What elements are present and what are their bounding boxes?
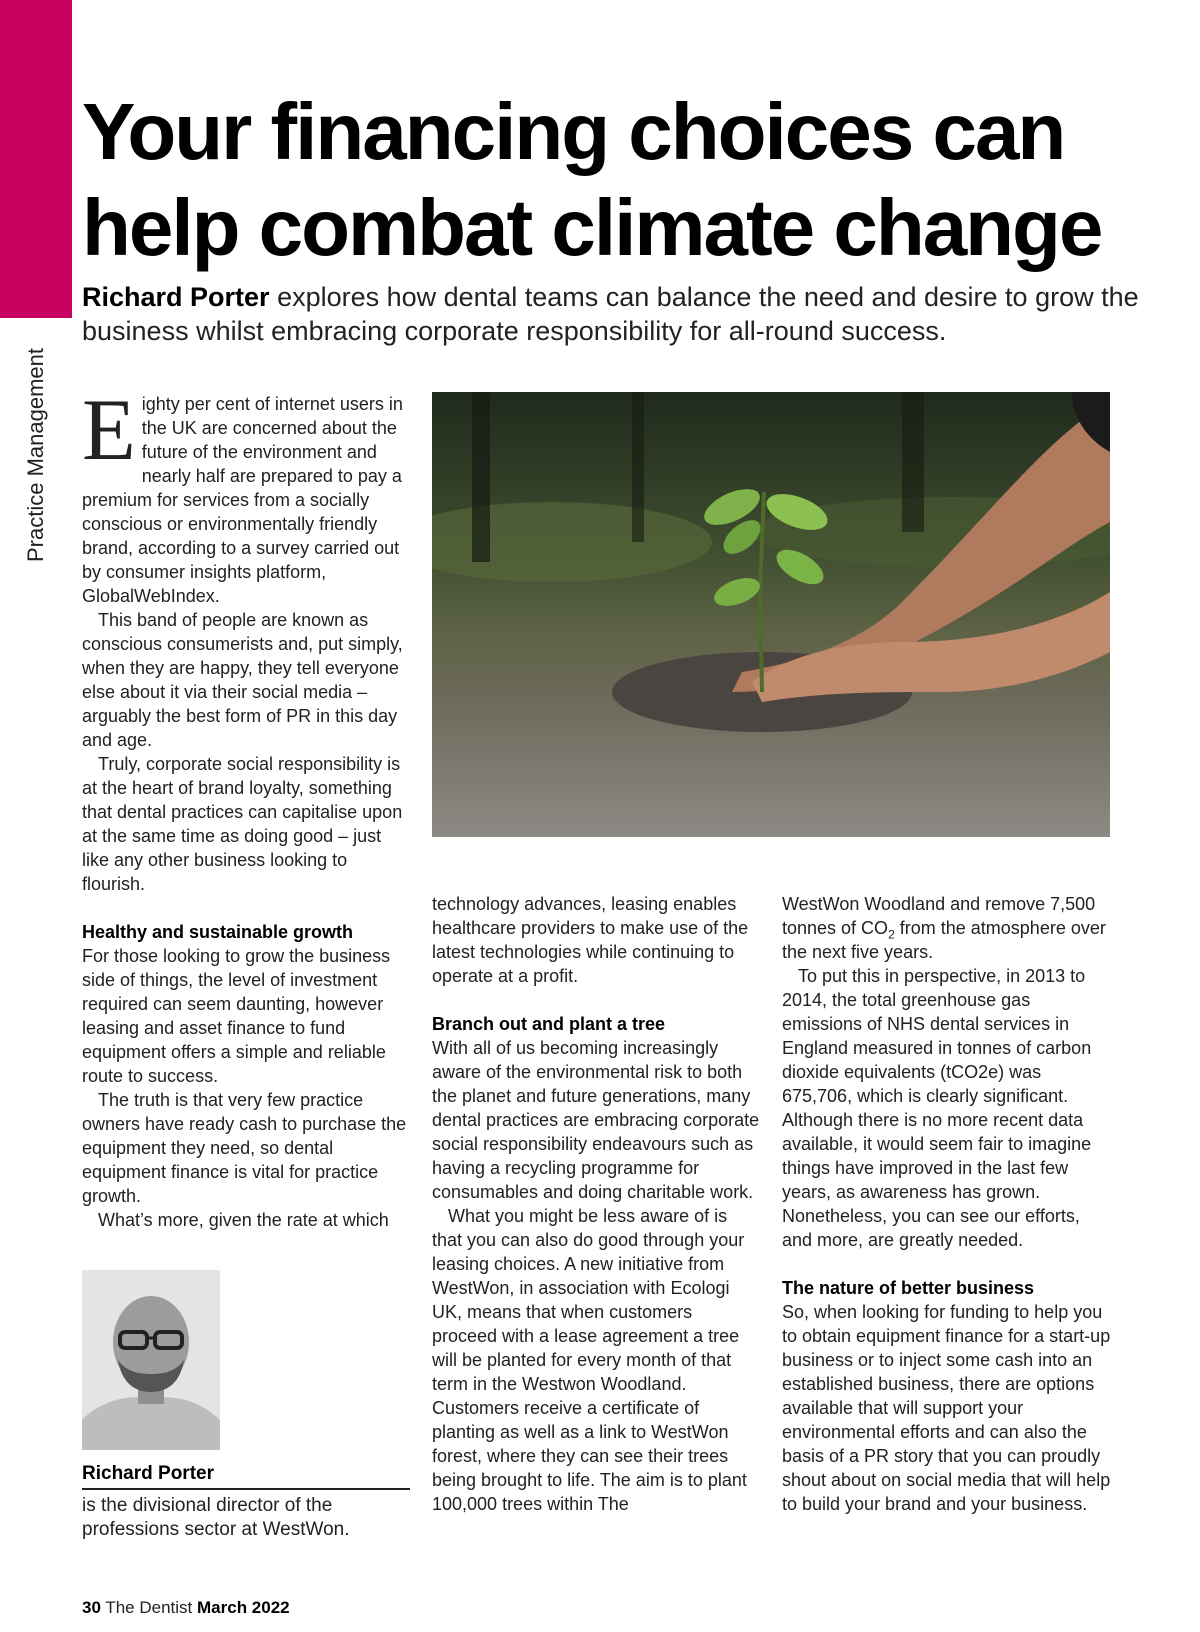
page-number: 30 xyxy=(82,1598,101,1617)
co2-text-start: WestWon Woodland and remove 7,500 tonnes of CO xyxy=(782,894,1096,938)
standfirst-text: explores how dental teams can balance the need and desire to grow the business whilst embracing corporate responsibility for all-round success. xyxy=(82,282,1139,346)
article-paragraph: Truly, corporate social responsibility is at the heart of brand loyalty, something that dental practices can capitalise upon at the same time as doing good – just like any other business looking to flourish. xyxy=(82,754,403,894)
subheading-better-business: The nature of better business xyxy=(782,1278,1035,1298)
author-portrait xyxy=(82,1270,220,1450)
author-bio: is the divisional director of the professions sector at WestWon. xyxy=(82,1495,350,1540)
article-paragraph: To put this in perspective, in 2013 to 2014, the total greenhouse gas emissions of NHS dental services in England measured in tonnes of carbon dioxide equivalents (tCO2e) was 675,706, which is clearly significant. Although there is no more recent data available, it would seem fair to imagine things have improved in the last few years, as awareness has grown. Nonetheless, you can see our efforts, and more, are greatly needed. xyxy=(782,966,1092,1250)
article-column-2 xyxy=(432,892,762,1516)
article-paragraph: What’s more, given the rate at which xyxy=(98,1210,389,1230)
subheading-branch-out: Branch out and plant a tree xyxy=(432,1014,666,1034)
intro-text: ighty per cent of internet users in the UK are concerned about the future of the environment and nearly half are prepared to pay a premium for services from a socially conscious or environmentally friendly brand, according to a survey carried out by consumer insights platform, GlobalWebIndex. xyxy=(82,394,403,606)
article-column-1 xyxy=(82,382,407,1232)
standfirst xyxy=(82,280,1182,348)
article-column-3 xyxy=(782,892,1112,1516)
article-paragraph: The truth is that very few practice owners have ready cash to purchase the equipment they need, so dental equipment finance is vital for practice growth. xyxy=(82,1090,407,1206)
author-name: Richard Porter xyxy=(82,1462,410,1490)
co2-text-end: from the atmosphere over the next five years. xyxy=(782,918,1106,962)
standfirst-author: Richard Porter xyxy=(82,282,270,312)
co2-subscript: 2 xyxy=(888,927,895,942)
article-paragraph: What you might be less aware of is that you can also do good through your leasing choices. A new initiative from WestWon, in association with Ecologi UK, means that when customers proceed with a lease agreement a tree will be planted for every month of that term in the Westwon Woodland. Customers receive a certificate of planting as well as a link to WestWon forest, where they can see their trees being brought to life. The aim is to plant 100,000 trees within The xyxy=(432,1206,747,1514)
publication-name: The Dentist xyxy=(105,1598,193,1617)
article-paragraph: This band of people are known as conscious consumerists and, put simply, when they are happy, they tell everyone else about it via their social media – arguably the best form of PR in this day and age. xyxy=(82,610,403,750)
article-paragraph xyxy=(82,382,407,608)
subheading-healthy-growth: Healthy and sustainable growth xyxy=(82,922,354,942)
article-paragraph: For those looking to grow the business side of things, the level of investment required can seem daunting, however leasing and asset finance to fund equipment offers a simple and reliable route to success. xyxy=(82,946,391,1086)
article-paragraph xyxy=(782,892,1112,964)
section-accent-bar xyxy=(0,0,72,318)
issue-date: March 2022 xyxy=(197,1598,290,1617)
article-paragraph: technology advances, leasing enables healthcare providers to make use of the latest technologies while continuing to operate at a profit. xyxy=(432,894,749,986)
article-paragraph: With all of us becoming increasingly aware of the environmental risk to both the planet and future generations, many dental practices are embracing corporate social responsibility endeavours such as having a recycling programme for consumables and doing charitable work. xyxy=(432,1038,760,1202)
section-label: Practice Management xyxy=(23,348,48,562)
headline: Your financing choices can help combat climate change xyxy=(82,87,1102,272)
article-paragraph: So, when looking for funding to help you to obtain equipment finance for a start-up business or to inject some cash into an established business, there are options available that will support your environmental efforts and can also the basis of a PR story that you can proudly shout about on social media that will help to build your brand and your business. xyxy=(782,1302,1111,1514)
page-footer xyxy=(82,1598,290,1618)
seedling-photo xyxy=(432,392,1110,837)
drop-cap: E xyxy=(82,382,136,479)
